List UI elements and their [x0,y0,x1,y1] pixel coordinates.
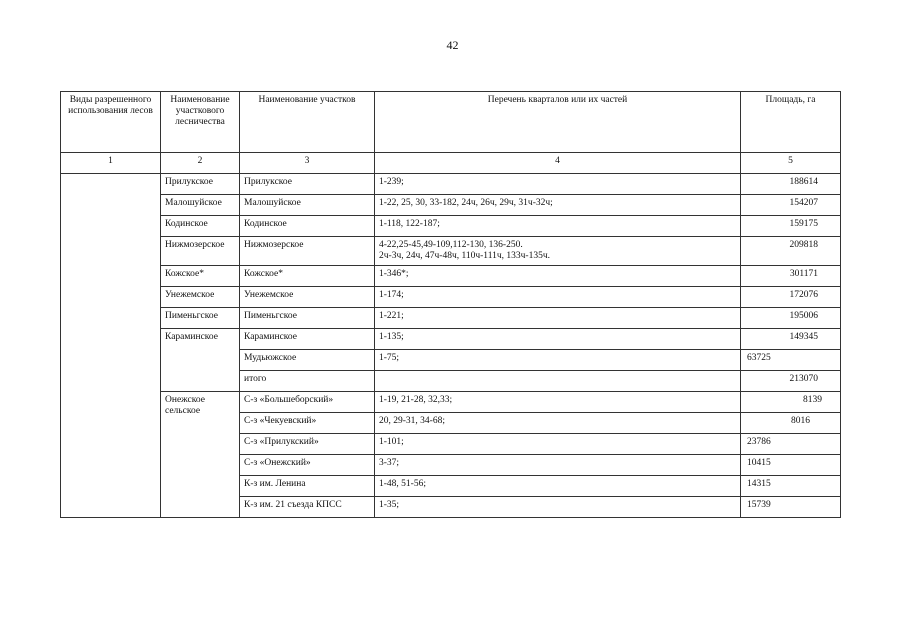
table-row [61,216,841,237]
column-number: 5 [741,153,841,174]
header-quarters-list: Перечень кварталов или их частей [375,92,741,153]
header-area: Площадь, га [741,92,841,153]
quarters-cell [375,371,741,392]
table-row [61,329,841,350]
column-number: 4 [375,153,741,174]
area-cell: 154207 [741,195,841,216]
site-cell: С-з «Онежский» [240,455,375,476]
quarters-cell: 1-174; [375,287,741,308]
site-cell: Кодинское [240,216,375,237]
area-cell: 14315 [741,476,841,497]
area-cell: 188614 [741,174,841,195]
forestry-cell: Унежемское [161,287,240,308]
column-number: 1 [61,153,161,174]
site-cell: итого [240,371,375,392]
site-cell: Караминское [240,329,375,350]
site-cell: Унежемское [240,287,375,308]
area-cell: 301171 [741,266,841,287]
quarters-cell: 20, 29-31, 34-68; [375,413,741,434]
table-row [61,174,841,195]
forestry-cell: Онежское сельское [161,392,240,518]
site-cell: С-з «Чекуевский» [240,413,375,434]
column-number: 2 [161,153,240,174]
area-cell: 213070 [741,371,841,392]
quarters-cell: 1-346*; [375,266,741,287]
forestry-cell: Пименьгское [161,308,240,329]
quarters-cell: 1-221; [375,308,741,329]
quarters-cell: 3-37; [375,455,741,476]
forestry-cell: Нижмозерское [161,237,240,266]
table-row [61,392,841,413]
area-cell: 23786 [741,434,841,455]
table-row [61,287,841,308]
site-cell: С-з «Прилукский» [240,434,375,455]
area-cell: 15739 [741,497,841,518]
area-cell: 195006 [741,308,841,329]
quarters-cell: 1-101; [375,434,741,455]
use-type-cell [61,174,161,518]
quarters-cell: 1-75; [375,350,741,371]
header-site-name: Наименование участков [240,92,375,153]
table-row [61,266,841,287]
quarters-cell: 1-48, 51-56; [375,476,741,497]
forestry-cell: Прилукское [161,174,240,195]
quarters-cell: 4-22,25-45,49-109,112-130, 136-250. 2ч-3ч, 24ч, 47ч-48ч, 110ч-111ч, 133ч-135ч. [375,237,741,266]
forestry-cell: Малошуйское [161,195,240,216]
site-cell: К-з им. Ленина [240,476,375,497]
quarters-cell: 1-19, 21-28, 32,33; [375,392,741,413]
column-number-row [61,153,841,174]
area-cell: 209818 [741,237,841,266]
quarters-cell: 1-135; [375,329,741,350]
site-cell: Малошуйское [240,195,375,216]
site-cell: Кожское* [240,266,375,287]
area-cell: 172076 [741,287,841,308]
header-use-types: Виды разрешенного использования лесов [61,92,161,153]
table-row [61,308,841,329]
forest-use-table [60,91,841,518]
site-cell: Мудьюжское [240,350,375,371]
quarters-cell: 1-35; [375,497,741,518]
quarters-cell: 1-22, 25, 30, 33-182, 24ч, 26ч, 29ч, 31ч-32ч; [375,195,741,216]
table-header-row [61,92,841,153]
area-cell: 159175 [741,216,841,237]
site-cell: С-з «Большеборский» [240,392,375,413]
header-forestry-name: Наименование участкового лесничества [161,92,240,153]
area-cell: 8139 [741,392,841,413]
area-cell: 63725 [741,350,841,371]
site-cell: Прилукское [240,174,375,195]
table-row [61,195,841,216]
area-cell: 149345 [741,329,841,350]
column-number: 3 [240,153,375,174]
forestry-cell: Кодинское [161,216,240,237]
site-cell: Пименьгское [240,308,375,329]
quarters-cell: 1-239; [375,174,741,195]
forestry-cell: Караминское [161,329,240,392]
forestry-cell: Кожское* [161,266,240,287]
page-number: 42 [446,38,459,52]
site-cell: Нижмозерское [240,237,375,266]
table-row [61,237,841,266]
area-cell: 8016 [741,413,841,434]
site-cell: К-з им. 21 съезда КПСС [240,497,375,518]
area-cell: 10415 [741,455,841,476]
quarters-cell: 1-118, 122-187; [375,216,741,237]
